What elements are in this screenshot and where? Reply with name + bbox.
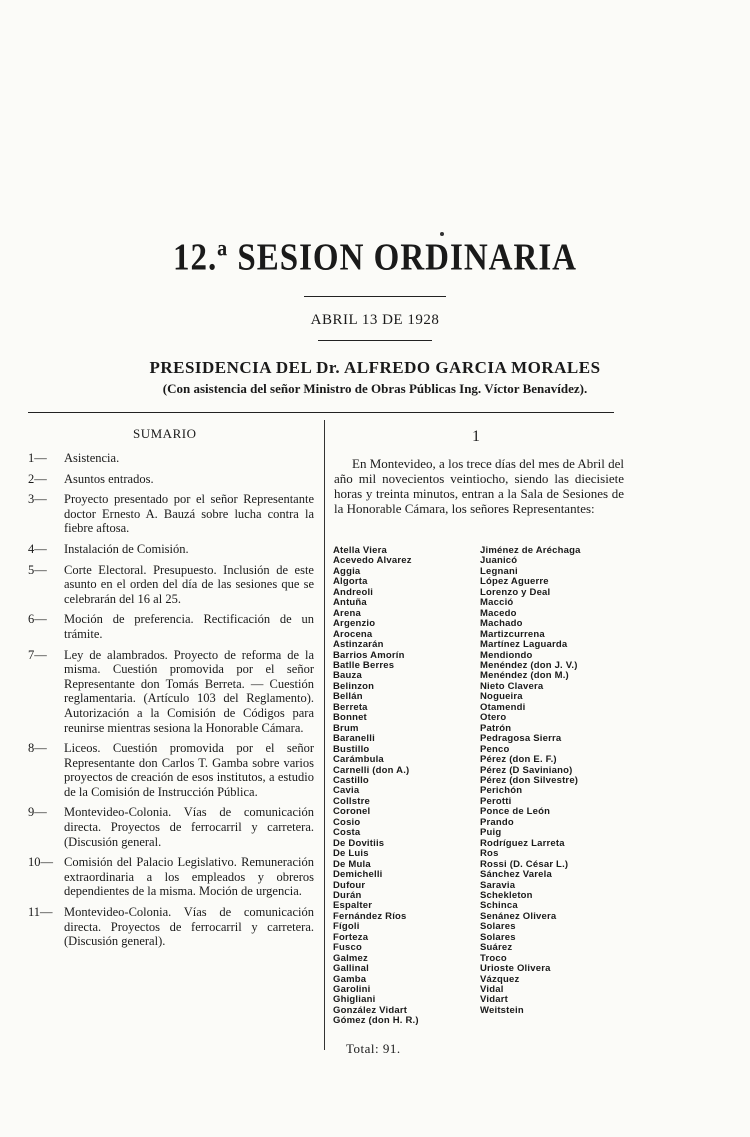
representative-name: Nogueira [480, 691, 523, 703]
sumario-item [28, 472, 314, 487]
representative-name: Acevedo Alvarez [333, 555, 412, 567]
header-rule [28, 412, 614, 413]
representative-name: Machado [480, 618, 523, 630]
representative-name: Vázquez [480, 973, 520, 985]
attendance-line: (Con asistencia del señor Ministro de Obras Públicas Ing. Víctor Benavídez). [162, 381, 588, 396]
representative-name: Rodríguez Larreta [480, 837, 565, 849]
representative-name: Cosio [333, 816, 361, 828]
representative-name: Legnani [480, 565, 518, 577]
representative-name: Bauza [333, 670, 362, 682]
representative-name: Berreta [333, 701, 368, 713]
representative-name: Gallinal [333, 963, 369, 975]
column-divider [324, 420, 325, 1050]
representative-name: Patrón [480, 722, 512, 734]
sumario-item [28, 805, 314, 849]
representative-name: Gómez (don H. R.) [333, 1015, 419, 1027]
representative-name: Perichón [480, 785, 523, 797]
representative-name: González Vidart [333, 1004, 408, 1016]
representative-name: Fígoli [333, 921, 360, 933]
sumario-item [28, 451, 314, 466]
total-count: Total: 91. [346, 1041, 401, 1056]
sumario-item-number: 7— [28, 647, 47, 662]
representative-name: Menéndez (don M.) [480, 670, 569, 682]
representative-name: Ponce de León [480, 806, 551, 818]
representative-name: Brum [333, 722, 359, 734]
representative-name: Urioste Olivera [480, 963, 551, 975]
representative-name: Bonnet [333, 712, 367, 724]
representative-name: Menéndez (don J. V.) [480, 659, 578, 671]
representative-name: Puig [480, 827, 502, 839]
representative-name: Rossi (D. César L.) [480, 858, 569, 870]
title-underline [304, 296, 446, 297]
presidency-line: PRESIDENCIA DEL Dr. ALFREDO GARCIA MORALES [149, 358, 601, 377]
representative-name: Fernández Ríos [333, 910, 407, 922]
representative-name: Cavia [333, 785, 360, 797]
representative-name: Lorenzo y Deal [480, 586, 551, 598]
sumario-item-number: 10— [28, 855, 53, 870]
representative-name: Pérez (D Saviniano) [480, 764, 573, 776]
sumario-heading: SUMARIO [133, 426, 197, 441]
representative-name: Vidart [480, 994, 508, 1006]
sumario-item-number: 2— [28, 471, 47, 486]
session-title: 12.ª SESION ORDINARIA [172, 237, 578, 279]
representative-name: Suárez [480, 942, 513, 954]
representative-name: Belinzon [333, 680, 375, 692]
representative-name: Macedo [480, 607, 517, 619]
sumario-item [28, 855, 314, 899]
representative-name: Andreoli [333, 586, 374, 598]
representatives-right-column [480, 546, 581, 1016]
representative-name: Pedragosa Sierra [480, 733, 562, 745]
representative-name: Astinzarán [333, 639, 384, 651]
representative-name: Collstre [333, 795, 370, 807]
sumario-item-number: 1— [28, 451, 47, 465]
representative-name: Pérez (don Silvestre) [480, 774, 579, 786]
sumario-item-text: Asistencia. [64, 451, 120, 465]
representative-name: Penco [480, 743, 510, 755]
representative-name: De Mula [333, 858, 371, 870]
representative-name: Jiménez de Aréchaga [480, 545, 581, 556]
representative-name: Arocena [333, 628, 373, 640]
sumario-item [28, 648, 314, 736]
sumario-item [28, 905, 314, 949]
sumario-item-text: Moción de preferencia. Rectificación de un trámite. [64, 612, 314, 641]
sumario-item [28, 492, 314, 536]
representative-name: Antuña [333, 597, 367, 609]
representative-name: Aggia [333, 565, 361, 577]
representative-name: Baranelli [333, 733, 375, 745]
sumario-item-number: 3— [28, 492, 47, 507]
representative-name: Barrios Amorín [333, 649, 405, 661]
sumario-item-number: 8— [28, 741, 47, 756]
representative-name: Ghigliani [333, 994, 376, 1006]
sumario-item-number: 4— [28, 541, 47, 556]
representative-name: Forteza [333, 931, 369, 943]
representative-name: De Luis [333, 848, 369, 860]
sumario-item [28, 741, 314, 799]
sumario-item-text: Montevideo-Colonia. Vías de comunicación directa. Proyectos de ferrocarril y carretera. (Discusión general. [64, 805, 314, 849]
representative-name: Galmez [333, 952, 368, 964]
representative-name: Troco [480, 952, 507, 964]
representative-name: Garolini [333, 984, 371, 996]
representative-name: Durán [333, 889, 362, 901]
representative-name: Castillo [333, 774, 369, 786]
sumario-item-number: 9— [28, 805, 47, 820]
date-underline [318, 340, 432, 341]
representative-name: Bustillo [333, 743, 370, 755]
sumario-item-text: Liceos. Cuestión promovida por el señor Representante don Carlos T. Gamba sobre varios proyectos de creación de esos institutos, a estudio de la Comisión de Instrucción Pública. [64, 741, 314, 799]
representative-name: López Aguerre [480, 576, 549, 588]
representative-name: Espalter [333, 900, 373, 912]
sumario-item-number: 11— [28, 905, 53, 920]
representative-name: Ros [480, 848, 499, 860]
sumario-item-number: 5— [28, 562, 47, 577]
representative-name: Sánchez Varela [480, 869, 552, 881]
sumario-list [28, 451, 314, 955]
representative-name: Schekleton [480, 889, 533, 901]
representative-name: Saravia [480, 879, 516, 891]
representative-name: Mendiondo [480, 649, 533, 661]
representative-name: Demichelli [333, 869, 383, 881]
representative-name: Coronel [333, 806, 371, 818]
sumario-item-number: 6— [28, 612, 47, 627]
sumario-item-text: Montevideo-Colonia. Vías de comunicación directa. Proyectos de ferrocarril y carretera. (Discusión general). [64, 905, 314, 949]
representative-name: Nieto Clavera [480, 680, 544, 692]
representative-name: Algorta [333, 576, 368, 588]
representative-name: Schinca [480, 900, 518, 912]
representative-name: Batlle Berres [333, 659, 395, 671]
representative-name: Juanicó [480, 555, 518, 567]
sumario-item [28, 563, 314, 607]
representative-name: Gamba [333, 973, 367, 985]
representative-name: Senánez Olivera [480, 910, 557, 922]
sumario-item [28, 542, 314, 557]
representative-name: Solares [480, 931, 516, 943]
representative-name: Fusco [333, 942, 362, 954]
sumario-item-text: Proyecto presentado por el señor Representante doctor Ernesto A. Bauzá sobre lucha contra la fiebre aftosa. [64, 492, 314, 536]
representative-name: Martínez Laguarda [480, 639, 568, 651]
representative-name: Atella Viera [333, 545, 387, 556]
representative-name: De Dovitiis [333, 837, 385, 849]
session-date: ABRIL 13 DE 1928 [310, 312, 440, 328]
representative-name: Prando [480, 816, 514, 828]
sumario-item-text: Ley de alambrados. Proyecto de reforma de la misma. Cuestión promovida por el señor Representante don Tomás Berreta. — Cuestión reglamentaria. (Artículo 103 del Reglamento). Autorización a la Comisión de Códigos para reunirse mientras sesiona la Honorable Cámara. [64, 647, 314, 735]
representative-name: Costa [333, 827, 361, 839]
representative-name: Argenzio [333, 618, 376, 630]
representative-name: Weitstein [480, 1004, 524, 1016]
speck [440, 232, 444, 236]
representative-name: Carnelli (don A.) [333, 764, 410, 776]
representative-name: Carámbula [333, 754, 384, 766]
representative-name: Solares [480, 921, 516, 933]
representative-name: Martizcurrena [480, 628, 545, 640]
representative-name: Dufour [333, 879, 366, 891]
representative-name: Perotti [480, 795, 512, 807]
representative-name: Pérez (don E. F.) [480, 754, 557, 766]
section-number: 1 [472, 428, 480, 445]
section-intro: En Montevideo, a los trece días del mes de Abril del año mil novecientos veintiocho, siendo las diecisiete horas y treinta minutos, entran a la Sala de Sesiones de la Honorable Cámara, los señores Representantes: [334, 456, 624, 516]
sumario-item-text: Instalación de Comisión. [64, 541, 189, 556]
sumario-item [28, 612, 314, 641]
sumario-item-text: Comisión del Palacio Legislativo. Remuneración extraordinaria a los empleados y obreros dependientes de la misma. Moción de urgencia. [64, 855, 314, 899]
representative-name: Vidal [480, 984, 504, 996]
representative-name: Macció [480, 597, 514, 609]
representative-name: Bellán [333, 691, 363, 703]
representative-name: Otamendi [480, 701, 526, 713]
representatives-left-column [333, 546, 419, 1027]
representative-name: Otero [480, 712, 507, 724]
representative-name: Arena [333, 607, 361, 619]
sumario-item-text: Asuntos entrados. [64, 471, 154, 486]
sumario-item-text: Corte Electoral. Presupuesto. Inclusión de este asunto en el orden del día de las sesiones que se celebrarán del 16 al 25. [64, 562, 314, 606]
